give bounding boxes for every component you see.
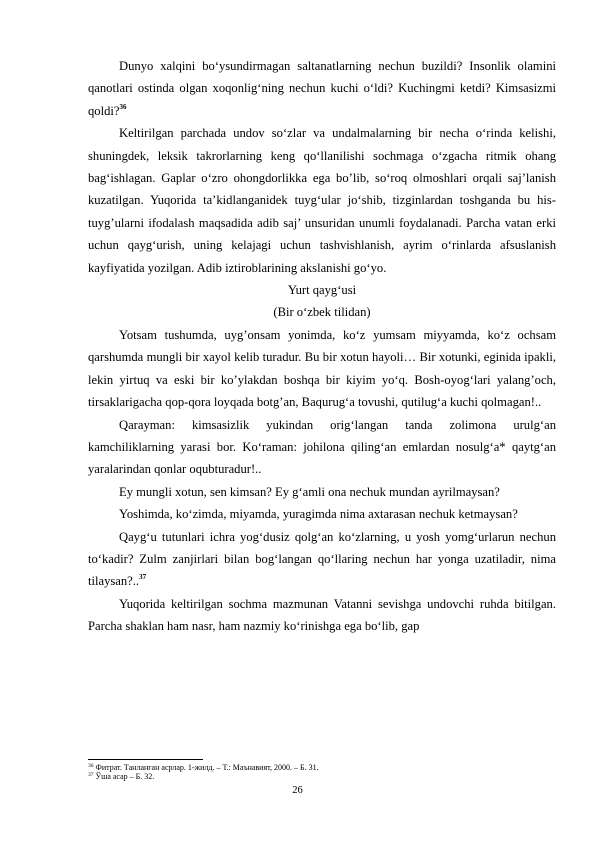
- paragraph: [88, 593, 556, 638]
- footnote-text: Ўша асар – Б. 32.: [95, 772, 155, 781]
- paragraph-text: Qayg‘u tutunlari ichra yog‘dusiz qolg‘an ko‘zlarning, u yosh yomg‘urlarun nechun to‘kadir? Zulm zanjirlari bilan bog‘langan qo‘llaring nechun har yonga uzatiladir, nima tilaysan?..: [88, 529, 556, 589]
- footnote-marker: 37: [88, 772, 94, 778]
- footnote-marker: 36: [88, 763, 94, 769]
- paragraph: [88, 414, 556, 481]
- footnote-36: [88, 763, 319, 772]
- paragraph: [88, 526, 556, 593]
- paragraph: [88, 122, 556, 279]
- footnote-reference: 37: [139, 573, 147, 582]
- paragraph-text: Yurt qayg‘usi: [287, 283, 357, 298]
- paragraph: [88, 481, 556, 503]
- footnote-divider: [88, 759, 203, 760]
- paragraph-text: Yotsam tushumda, uyg’onsam yonimda, ko‘z yumsam miyyamda, ko‘z ochsam qarshumda mungli bir xayol kelib turadur. Bu bir xotun hayoli… Bir xotunki, eginida ipakli, lekin yirtuq va eski bir ko’ylakdan boshqa bir kiyim yo‘q. Bosh-oyog‘lari yalang’och, tirsaklarigacha qop-qora loyqada botg’an, Baqurug‘a tovushi, qutilug‘a kuchi qolmagan!..: [88, 327, 556, 410]
- centered-heading: [88, 301, 556, 323]
- body-text: [88, 55, 556, 638]
- paragraph-text: Qarayman: kimsasizlik yukindan orig‘langan tanda zolimona urulg‘an kamchiliklarning yarasi bor. Ko‘raman: johilona qiling‘an emlardan nosulg‘a* qaytg‘an yaralarindan qonlar oqubturadur!..: [88, 417, 556, 477]
- paragraph-text: Keltirilgan parchada undov so‘zlar va undalmalarning bir necha o‘rinda kelishi, shuningdek, leksik takrorlarning keng qo‘llanilishi sochmaga o‘zgacha ritmik ohang bag‘ishlagan. Gaplar o‘zro ohongdorlikka ega bo’lib, so‘roq olmoshlari orqali saj’lanish kuzatilgan. Yuqorida ta’kidlanganidek tuyg‘ular jo‘shib, tizginlardan toshganda bu his-tuyg’ularni ifodalash maqsadida adib saj’ unsuridan unumli foydalanadi. Parcha vatan erki uchun qayg‘urish, uning kelajagi uchun tashvishlanish, ayrim o‘rinlarda afsuslanish kayfiyatida yozilgan. Adib iztiroblarining akslanishi go‘yo.: [88, 126, 556, 275]
- paragraph-text: (Bir o‘zbek tilidan): [273, 305, 371, 320]
- paragraph: [88, 503, 556, 525]
- footnote-reference: 36: [119, 102, 127, 111]
- paragraph-text: Ey mungli xotun, sen kimsan? Ey g‘amli ona nechuk mundan ayrilmaysan?: [119, 484, 500, 499]
- page-number: 26: [292, 785, 303, 796]
- centered-heading: [88, 279, 556, 301]
- footnote-37: [88, 772, 154, 781]
- paragraph-text: Dunyo xalqini bo‘ysundirmagan saltanatlarning nechun buzildi? Insonlik olamini qanotlari ostinda olgan xoqonlig‘ning nechun kuchi o‘ldi? Kuchingmi ketdi? Kimsasizmi qoldi?: [88, 59, 556, 118]
- footnote-text: Фитрат. Танланган асрлар. 1-жилд. – Т.: Маънавият, 2000. – Б. 31.: [95, 763, 319, 772]
- paragraph-text: Yuqorida keltirilgan sochma mazmunan Vatanni sevishga undovchi ruhda bitilgan. Parcha shaklan ham nasr, ham nazmiy ko‘rinishga ega bo‘lib, gap: [88, 596, 556, 634]
- paragraph-text: Yoshimda, ko‘zimda, miyamda, yuragimda nima axtarasan nechuk ketmaysan?: [119, 507, 518, 522]
- paragraph: [88, 324, 556, 414]
- paragraph: [88, 55, 556, 122]
